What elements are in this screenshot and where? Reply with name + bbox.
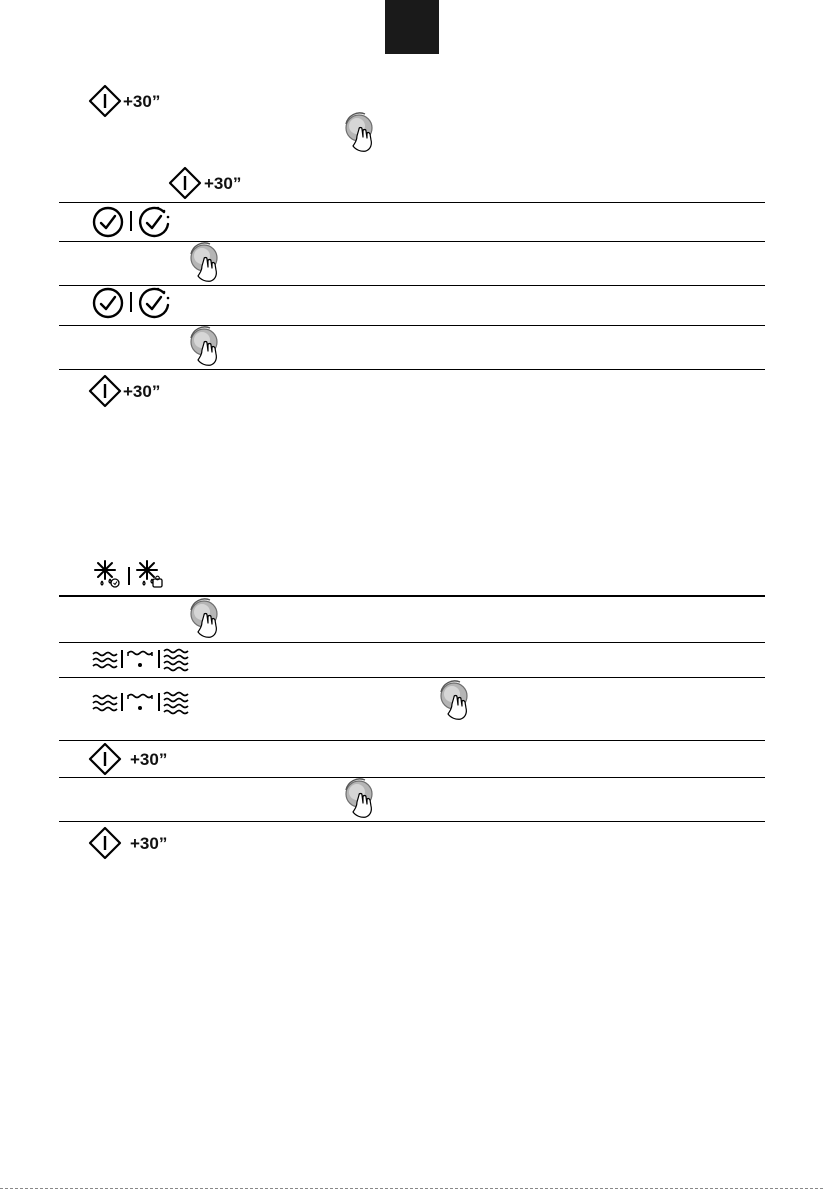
icon-separator — [158, 693, 160, 711]
icon-separator — [128, 567, 130, 585]
plus30-label: +30” — [123, 382, 161, 401]
start-button-icon — [88, 374, 122, 408]
rotary-knob-hand-icon — [188, 326, 224, 368]
divider — [59, 740, 765, 741]
plus30-label: +30” — [123, 92, 161, 111]
icon-separator — [121, 650, 123, 668]
defrost-by-weight-icon — [134, 559, 170, 589]
rotary-knob-hand-icon — [343, 778, 379, 820]
start-button-icon — [88, 84, 122, 118]
rotary-knob-hand-icon — [188, 598, 224, 640]
plus30-label: +30” — [204, 174, 242, 193]
intense-steam-icon — [162, 688, 190, 718]
start-button-icon — [88, 826, 122, 860]
rotary-knob-hand-icon — [188, 242, 224, 284]
grill-mode-icon — [125, 647, 155, 673]
divider — [59, 677, 765, 678]
icon-separator — [130, 211, 132, 231]
divider — [59, 595, 765, 597]
icon-separator — [121, 693, 123, 711]
icon-separator — [158, 650, 160, 668]
start-button-icon — [88, 742, 122, 776]
rotary-knob-hand-icon — [438, 680, 474, 722]
clock-icon — [91, 286, 125, 320]
delayed-timer-icon — [137, 286, 175, 320]
divider — [59, 642, 765, 643]
divider — [59, 777, 765, 778]
divider — [59, 325, 765, 326]
divider — [59, 821, 765, 822]
divider — [59, 202, 765, 203]
grill-mode-icon — [125, 690, 155, 716]
rotary-knob-hand-icon — [343, 112, 379, 154]
plus30-label: +30” — [130, 834, 168, 853]
steam-mode-icon — [91, 690, 119, 716]
plus30-label: +30” — [130, 750, 168, 769]
steam-mode-icon — [91, 647, 119, 673]
defrost-by-time-icon — [92, 559, 124, 589]
start-button-icon — [168, 166, 202, 200]
delayed-timer-icon — [137, 205, 175, 239]
icon-separator — [130, 292, 132, 312]
intense-steam-icon — [162, 645, 190, 675]
clock-icon — [91, 205, 125, 239]
page-bottom-edge — [0, 1188, 823, 1189]
divider — [59, 241, 765, 242]
page-tab-marker — [385, 0, 439, 54]
divider — [59, 369, 765, 370]
